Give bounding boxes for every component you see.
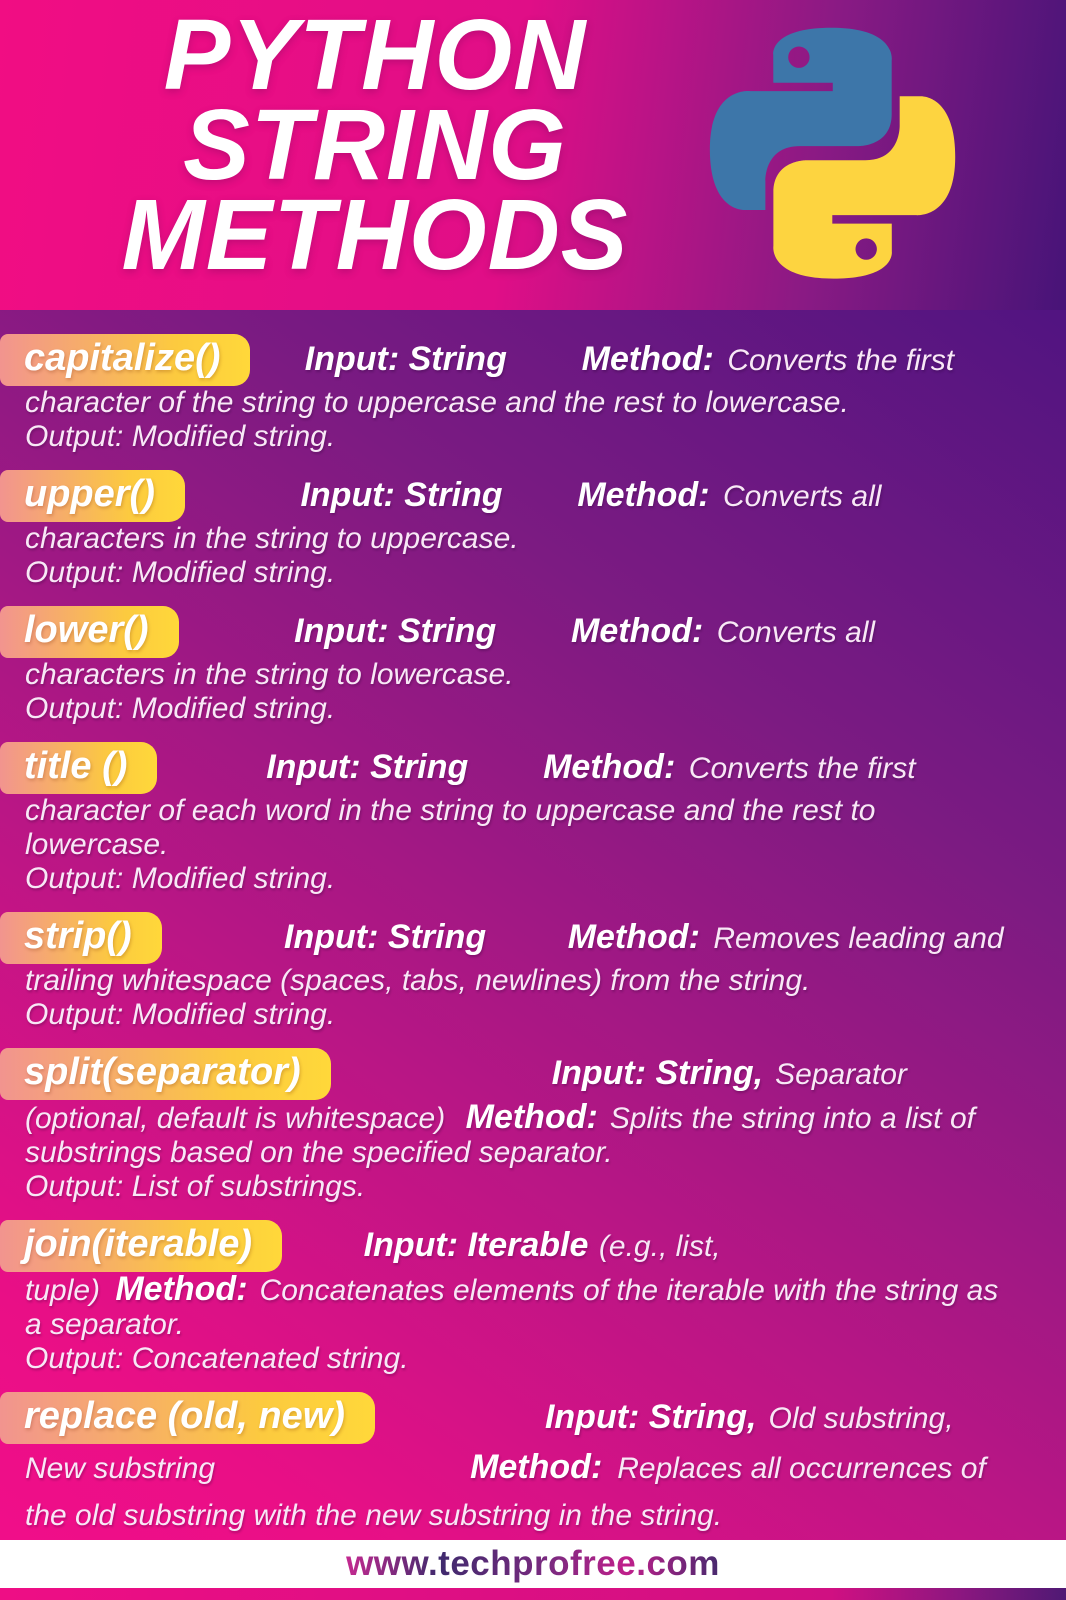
description-text: (e.g., list, tuple): [25, 1230, 721, 1307]
bottom-strip: [0, 1588, 1066, 1600]
footer-band: [0, 1540, 1066, 1588]
title-line-2: STRING: [183, 89, 567, 201]
method-name-badge: strip(): [0, 912, 162, 964]
method-section-strip: [25, 912, 1020, 1032]
description-text: Splits the string into a list of substrings based on the specified separator.: [25, 1102, 975, 1169]
method-section-capitalize: [25, 334, 1020, 454]
input-spec: Input: String: [266, 748, 469, 786]
method-name-badge: upper(): [0, 470, 185, 522]
output-line: Output: Modified string.: [25, 556, 336, 589]
description-text: Concatenates elements of the iterable with the string as a separator.: [25, 1274, 999, 1341]
description-text: Converts the first character of each word in the string to uppercase and the rest to lowercase.: [25, 752, 916, 861]
title-line-3: METHODS: [121, 179, 629, 291]
method-label: Method:: [470, 1448, 603, 1486]
description-text: Converts the first character of the string to uppercase and the rest to lowercase.: [25, 344, 955, 419]
input-spec: Input: String: [284, 918, 487, 956]
input-spec: Input: String: [304, 340, 507, 378]
description-text: Removes leading and trailing whitespace (spaces, tabs, newlines) from the string.: [25, 922, 1004, 997]
output-line: Output: List of substrings.: [25, 1170, 366, 1203]
method-section-upper: [25, 470, 1020, 590]
input-spec: Input: String: [294, 612, 497, 650]
output-line: Output: Concatenated string.: [25, 1342, 409, 1375]
page-title: [0, 0, 750, 291]
method-section-join-iterable: [25, 1220, 1020, 1376]
title-line-1: PYTHON: [163, 0, 587, 111]
method-label: Method:: [581, 340, 714, 378]
description-text: Converts all characters in the string to lowercase.: [25, 616, 876, 691]
method-label: Method:: [571, 612, 704, 650]
input-spec: Input: Iterable: [363, 1226, 589, 1264]
method-label: Method:: [115, 1270, 248, 1308]
python-logo-icon: [704, 24, 962, 282]
methods-list: [0, 310, 1066, 1600]
method-label: Method:: [543, 748, 676, 786]
method-section-title: [25, 742, 1020, 896]
method-name-badge: replace (old, new): [0, 1392, 375, 1444]
method-name-badge: title (): [0, 742, 157, 794]
input-spec: Input: String,: [544, 1398, 757, 1436]
method-section-lower: [25, 606, 1020, 726]
method-label: Method:: [577, 476, 710, 514]
output-line: Output: Modified string.: [25, 862, 336, 895]
output-line: Output: Modified string.: [25, 998, 336, 1031]
header: [0, 0, 1066, 310]
description-text: Replaces all occurrences of the old substring with the new substring in the string.: [25, 1452, 986, 1532]
website-link[interactable]: www.techprofree.com: [346, 1544, 720, 1583]
description-text: Old substring, New substring: [25, 1402, 954, 1485]
description-text: Separator (optional, default is whitespace): [25, 1058, 907, 1135]
description-text: Converts all characters in the string to uppercase.: [25, 480, 882, 555]
input-spec: Input: String: [300, 476, 503, 514]
method-section-split-separator: [25, 1048, 1020, 1204]
output-line: Output: Modified string.: [25, 420, 336, 453]
method-label: Method:: [465, 1098, 598, 1136]
output-line: Output: Modified string.: [25, 692, 336, 725]
method-name-badge: split(separator): [0, 1048, 331, 1100]
method-name-badge: lower(): [0, 606, 179, 658]
method-name-badge: capitalize(): [0, 334, 250, 386]
method-name-badge: join(iterable): [0, 1220, 282, 1272]
input-spec: Input: String,: [551, 1054, 764, 1092]
method-label: Method:: [567, 918, 700, 956]
